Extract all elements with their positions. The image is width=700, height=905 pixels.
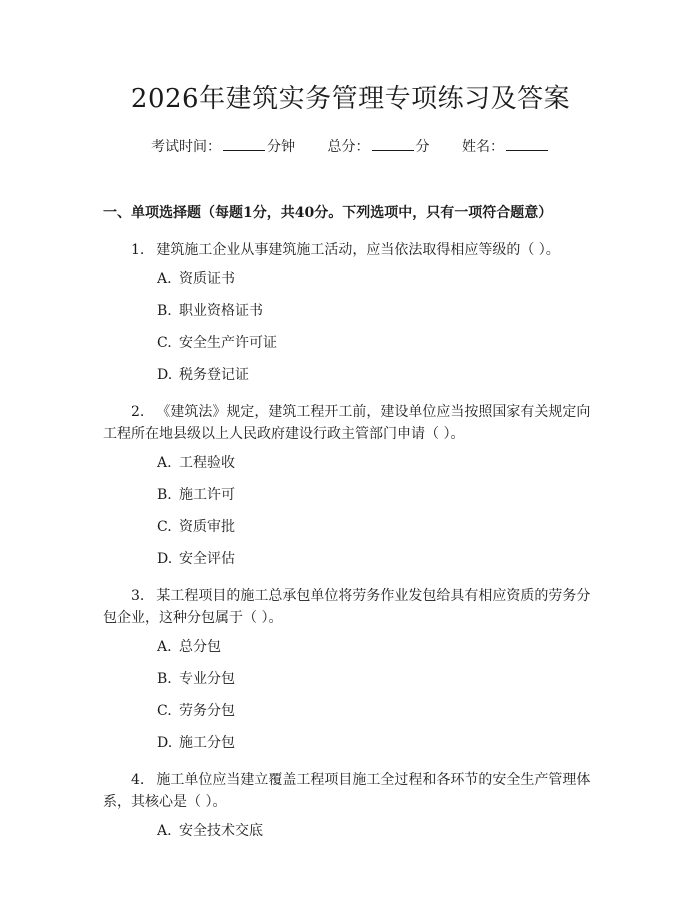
option-text: 资质证书 bbox=[179, 271, 235, 287]
option-item bbox=[103, 549, 598, 569]
option-letter: A. bbox=[157, 271, 172, 287]
option-letter: A. bbox=[157, 639, 172, 655]
exam-time-blank bbox=[223, 136, 265, 151]
name-label: 姓名： bbox=[461, 139, 504, 155]
option-letter: D. bbox=[157, 551, 173, 567]
option-letter: C. bbox=[157, 703, 172, 719]
question-stem bbox=[103, 239, 598, 261]
option-text: 施工分包 bbox=[179, 735, 235, 751]
exam-time-field bbox=[151, 136, 295, 157]
option-text: 职业资格证书 bbox=[179, 303, 263, 319]
option-letter: D. bbox=[157, 367, 173, 383]
option-item bbox=[103, 453, 598, 473]
question-number: 4. bbox=[131, 772, 145, 788]
question-number: 2. bbox=[131, 404, 145, 420]
option-letter: A. bbox=[157, 455, 172, 471]
question-text: 施工单位应当建立覆盖工程项目施工全过程和各环节的安全生产管理体系，其核心是（ ）。 bbox=[103, 772, 591, 810]
section-heading: 一、单项选择题（每题1分，共40分。下列选项中，只有一项符合题意） bbox=[103, 205, 553, 221]
question-stem bbox=[103, 401, 598, 445]
question-block bbox=[103, 239, 598, 385]
option-text: 工程验收 bbox=[179, 455, 235, 471]
question-stem bbox=[103, 769, 598, 813]
option-item bbox=[103, 637, 598, 657]
option-letter: B. bbox=[157, 303, 172, 319]
total-score-field bbox=[328, 136, 430, 157]
option-text: 安全技术交底 bbox=[179, 823, 263, 839]
option-text: 安全生产许可证 bbox=[179, 335, 277, 351]
option-item bbox=[103, 821, 598, 841]
question-text: 建筑施工企业从事建筑施工活动，应当依法取得相应等级的（ ）。 bbox=[156, 242, 560, 258]
name-blank bbox=[506, 136, 548, 151]
option-item bbox=[103, 301, 598, 321]
option-item bbox=[103, 485, 598, 505]
option-list bbox=[103, 821, 598, 841]
option-letter: B. bbox=[157, 671, 172, 687]
option-letter: D. bbox=[157, 735, 173, 751]
option-text: 施工许可 bbox=[179, 487, 235, 503]
option-text: 专业分包 bbox=[179, 671, 235, 687]
option-letter: A. bbox=[157, 823, 172, 839]
total-score-unit: 分 bbox=[415, 139, 430, 155]
name-field bbox=[462, 136, 550, 157]
option-text: 总分包 bbox=[179, 639, 221, 655]
total-score-blank bbox=[372, 136, 414, 151]
question-stem bbox=[103, 585, 598, 629]
option-item bbox=[103, 701, 598, 721]
question-number: 1. bbox=[131, 242, 145, 258]
option-text: 资质审批 bbox=[179, 519, 235, 535]
option-list bbox=[103, 637, 598, 753]
total-score-label: 总分： bbox=[327, 139, 370, 155]
page-title: 2026年建筑实务管理专项练习及答案 bbox=[130, 84, 571, 114]
question-block bbox=[103, 769, 598, 841]
question-text: 某工程项目的施工总承包单位将劳务作业发包给具有相应资质的劳务分包企业，这种分包属于（ ）。 bbox=[103, 588, 591, 626]
question-text: 《建筑法》规定，建筑工程开工前，建设单位应当按照国家有关规定向工程所在地县级以上人民政府建设行政主管部门申请（ ）。 bbox=[103, 404, 591, 442]
question-block bbox=[103, 401, 598, 569]
exam-time-label: 考试时间： bbox=[151, 139, 222, 155]
option-item bbox=[103, 269, 598, 289]
option-text: 税务登记证 bbox=[179, 367, 249, 383]
option-letter: C. bbox=[157, 335, 172, 351]
question-number: 3. bbox=[131, 588, 145, 604]
option-item bbox=[103, 365, 598, 385]
option-list bbox=[103, 269, 598, 385]
option-letter: C. bbox=[157, 519, 172, 535]
question-block bbox=[103, 585, 598, 753]
exam-meta bbox=[103, 136, 598, 157]
option-text: 劳务分包 bbox=[179, 703, 235, 719]
exam-time-unit: 分钟 bbox=[267, 139, 296, 155]
option-list bbox=[103, 453, 598, 569]
option-item bbox=[103, 333, 598, 353]
option-letter: B. bbox=[157, 487, 172, 503]
option-item bbox=[103, 669, 598, 689]
option-item bbox=[103, 733, 598, 753]
option-text: 安全评估 bbox=[179, 551, 235, 567]
option-item bbox=[103, 517, 598, 537]
